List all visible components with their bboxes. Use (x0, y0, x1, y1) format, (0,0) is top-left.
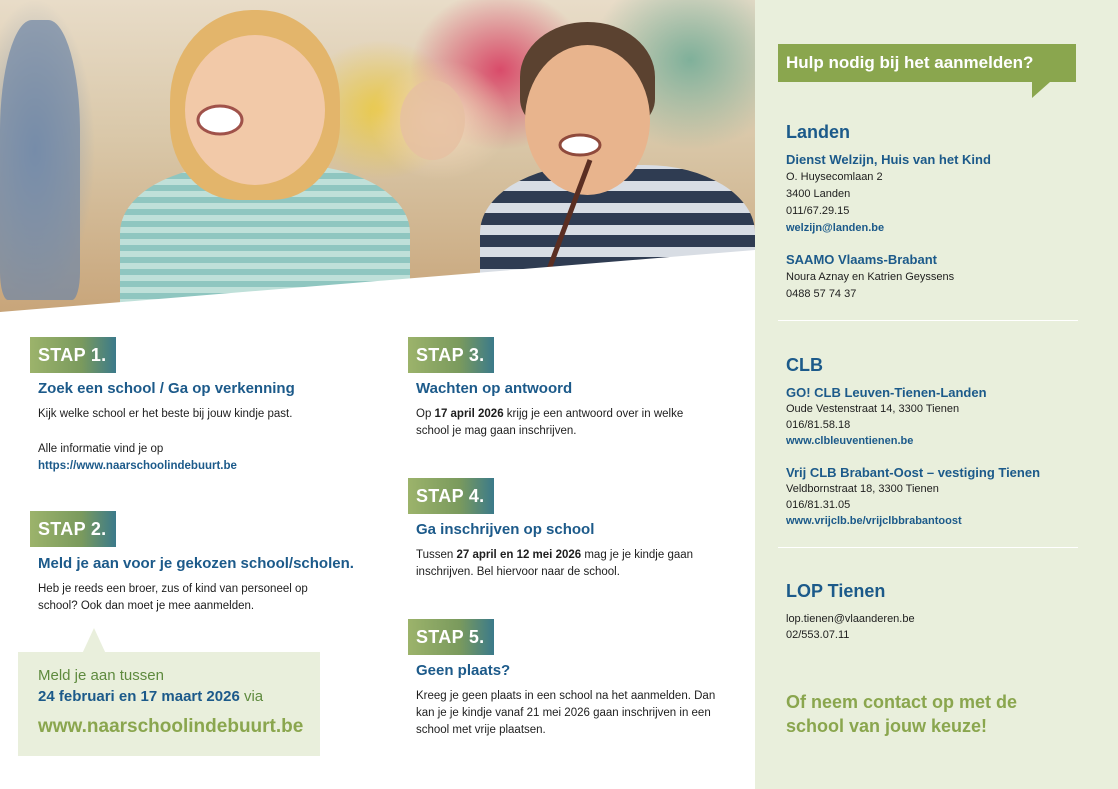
landen-org1-address: O. Huysecomlaan 2 (786, 171, 883, 183)
stap1-info: Alle informatie vind je op (38, 443, 164, 455)
clb-org1-website[interactable]: www.clbleuventienen.be (786, 435, 914, 447)
stap5-title: Geen plaats? (416, 662, 511, 679)
stap3-date: 17 april 2026 (434, 408, 504, 420)
landen-org1-phone: 011/67.29.15 (786, 205, 850, 217)
stap3-post: krijg je een antwoord over in welke (503, 408, 684, 420)
landen-org2-phone: 0488 57 74 37 (786, 288, 857, 300)
callout-dates-line (38, 688, 263, 705)
clb-org2-name: Vrij CLB Brabant-Oost – vestiging Tienen (786, 465, 1041, 480)
stap1-badge: STAP 1. (30, 337, 116, 373)
clb-org2-website[interactable]: www.vrijclb.be/vrijclbbrabantoost (786, 515, 962, 527)
stap3-badge: STAP 3. (408, 337, 494, 373)
final-cta-line1: Of neem contact op met de (786, 692, 1018, 712)
landen-org2-name: SAAMO Vlaams-Brabant (786, 252, 937, 267)
clb-heading: CLB (786, 355, 823, 375)
sidebar-divider-2 (778, 547, 1078, 548)
stap3-text-line2: school je mag gaan inschrijven. (416, 425, 577, 437)
stap4-title: Ga inschrijven op school (416, 521, 595, 538)
callout-url[interactable]: www.naarschoolindebuurt.be (38, 716, 304, 737)
stap4-text-line2: inschrijven. Bel hiervoor naar de school. (416, 566, 620, 578)
stap3-pre: Op (416, 408, 435, 420)
stap2-text-line2: school? Ook dan moet je mee aanmelden. (38, 600, 255, 612)
final-cta-line2: school van jouw keuze! (786, 716, 988, 736)
landen-org1-city: 3400 Landen (786, 188, 851, 200)
callout-intro: Meld je aan tussen (38, 667, 164, 684)
clb-org1-address: Oude Vestenstraat 14, 3300 Tienen (786, 403, 960, 415)
help-banner-pointer (1032, 82, 1050, 98)
stap4-text-line1 (416, 547, 693, 564)
hero-photo (0, 0, 755, 312)
stap4-badge: STAP 4. (408, 478, 494, 514)
stap4-dates: 27 april en 12 mei 2026 (456, 549, 582, 561)
stap3-title: Wachten op antwoord (416, 380, 573, 397)
clb-org1-name: GO! CLB Leuven-Tienen-Landen (786, 385, 987, 400)
lop-email[interactable]: lop.tienen@vlaanderen.be (786, 613, 915, 625)
stap2-badge: STAP 2. (30, 511, 116, 547)
stap4-pre: Tussen (416, 549, 457, 561)
stap4-post: mag je je kindje gaan (581, 549, 694, 561)
stap2-text-line1: Heb je reeds een broer, zus of kind van personeel op (38, 583, 308, 595)
lop-heading: LOP Tienen (786, 581, 886, 601)
lop-phone: 02/553.07.11 (786, 629, 850, 641)
sidebar-divider-1 (778, 320, 1078, 321)
landen-org2-contacts: Noura Aznay en Katrien Geyssens (786, 271, 955, 283)
stap5-text-line3: school met vrije plaatsen. (416, 724, 546, 736)
stap5-badge: STAP 5. (408, 619, 494, 655)
stap1-title: Zoek een school / Ga op verkenning (38, 380, 295, 397)
stap1-link[interactable]: https://www.naarschoolindebuurt.be (38, 460, 237, 472)
clb-org2-phone: 016/81.31.05 (786, 499, 851, 511)
callout-pointer (82, 628, 106, 654)
stap5-text-line2: kan je je kindje vanaf 21 mei 2026 gaan inschrijven in een (416, 707, 711, 719)
stap2-title: Meld je aan voor je gekozen school/scholen. (38, 555, 354, 572)
callout-dates: 24 februari en 17 maart 2026 (38, 688, 240, 705)
clb-org2-address: Veldbornstraat 18, 3300 Tienen (786, 483, 939, 495)
stap1-text: Kijk welke school er het beste bij jouw kindje past. (38, 408, 293, 420)
stap5-text-line1: Kreeg je geen plaats in een school na het aanmelden. Dan (416, 690, 716, 702)
clb-org1-phone: 016/81.58.18 (786, 419, 851, 431)
landen-org1-email[interactable]: welzijn@landen.be (786, 222, 885, 234)
callout-via: via (239, 688, 264, 705)
landen-org1-name: Dienst Welzijn, Huis van het Kind (786, 152, 991, 167)
help-banner: Hulp nodig bij het aanmelden? (778, 44, 1076, 82)
stap3-text-line1 (416, 406, 683, 423)
landen-heading: Landen (786, 122, 851, 142)
